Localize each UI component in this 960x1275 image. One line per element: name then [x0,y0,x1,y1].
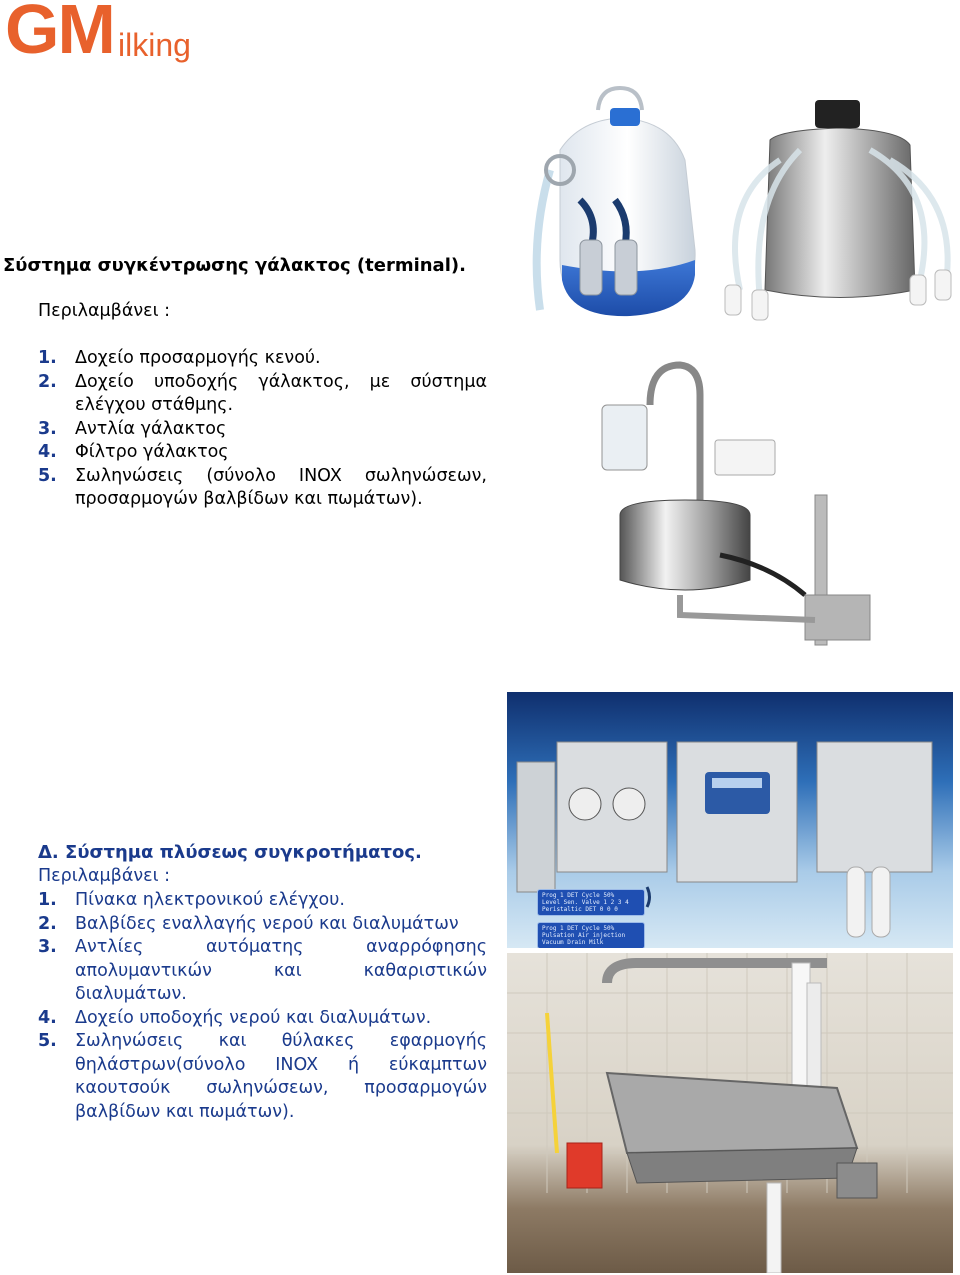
section2-list [38,889,487,1124]
list-item: 4. Φίλτρο γάλακτος [38,442,229,462]
logo-ilking: ilking [118,27,191,63]
section2-title: Δ. Σύστημα πλύσεως συγκροτήματος. [38,842,422,863]
section2-includes-label: Περιλαμβάνει : [38,866,170,886]
milk-terminal-image [590,355,880,660]
wash-basin-image [507,953,953,1273]
list-item: 4. Δοχείο υποδοχής νερού και διαλυμάτων. [38,1007,432,1028]
lcd-display: Prog 1 DET Cycle 50% Level Sen. Valve 1 2 3 4 Peristaltic DET 0 0 0 [537,889,645,916]
milking-bucket-stainless-image [710,90,960,330]
list-item: 3. Αντλίες αυτόματης αναρρόφησης απολυμαντικών και καθαριστικών διαλυμάτων. [38,937,487,1004]
list-item: 2. Βαλβίδες εναλλαγής νερού και διαλυμάτων [38,913,459,934]
milking-bucket-plastic-image [520,80,720,340]
logo-gm: GM [5,0,114,68]
section1-list [38,347,487,512]
list-item: 3. Αντλία γάλακτος [38,418,227,439]
list-item: 5. Σωληνώσεις και θύλακες εφαρμογής θηλάστρων(σύνολο INOX ή εύκαμπτων καουτσούκ σωληνώσεων, προσαρμογών βαλβίδων και πωμάτων). [38,1031,487,1122]
wash-control-panels-image [507,692,953,948]
list-item: 2. Δοχείο υποδοχής γάλακτος, με σύστημα ελέγχου στάθμης. [38,371,487,415]
list-item: 5. Σωληνώσεις (σύνολο INOX σωληνώσεων, προσαρμογών βαλβίδων και πωμάτων). [38,465,487,509]
list-item: 1. Δοχείο προσαρμογής κενού. [38,348,321,368]
section1-includes-label: Περιλαμβάνει : [38,301,170,321]
section1-title: Σύστημα συγκέντρωσης γάλακτος (terminal). [3,255,466,276]
lcd-display: Prog 1 DET Cycle 50% Pulsation Air injection Vacuum Drain Milk [537,922,645,948]
list-item: 1. Πίνακα ηλεκτρονικού ελέγχου. [38,890,345,910]
